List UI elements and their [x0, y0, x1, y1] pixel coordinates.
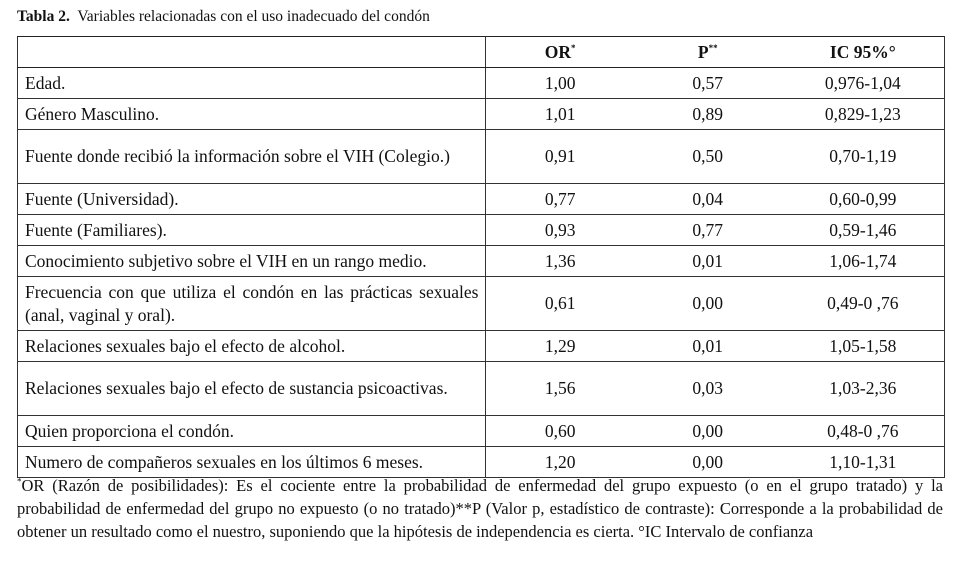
cell-p: 0,77 [634, 215, 782, 246]
cell-or: 1,01 [486, 99, 634, 130]
cell-or: 1,00 [486, 68, 634, 99]
table-footnote [17, 474, 943, 543]
cell-ic: 0,49-0 ,76 [782, 277, 945, 331]
header-p-mark: ** [708, 42, 718, 53]
cell-p: 0,03 [634, 362, 782, 416]
cell-ic: 0,48-0 ,76 [782, 416, 945, 447]
cell-variable: Frecuencia con que utiliza el condón en las prácticas sexuales (anal, vaginal y oral). [18, 277, 486, 331]
table-row [18, 215, 945, 246]
cell-p: 0,89 [634, 99, 782, 130]
header-or [486, 37, 634, 68]
header-p [634, 37, 782, 68]
table-row [18, 184, 945, 215]
caption-label: Tabla 2. [17, 8, 70, 25]
cell-p: 0,00 [634, 416, 782, 447]
cell-ic: 0,60-0,99 [782, 184, 945, 215]
table-row [18, 416, 945, 447]
cell-or: 1,29 [486, 331, 634, 362]
cell-ic: 1,10-1,31 [782, 447, 945, 478]
header-row [18, 37, 945, 68]
cell-p: 0,00 [634, 447, 782, 478]
cell-or: 0,60 [486, 416, 634, 447]
cell-p: 0,50 [634, 130, 782, 184]
cell-p: 0,04 [634, 184, 782, 215]
cell-or: 0,61 [486, 277, 634, 331]
header-p-label: P [697, 41, 709, 62]
table-body [18, 68, 945, 478]
caption-title: Variables relacionadas con el uso inadecuado del condón [77, 8, 430, 25]
table-row [18, 277, 945, 331]
cell-variable: Género Masculino. [18, 99, 486, 130]
table-row [18, 130, 945, 184]
table-header [18, 37, 945, 68]
cell-or: 0,91 [486, 130, 634, 184]
cell-variable: Fuente (Familiares). [18, 215, 486, 246]
cell-variable: Numero de compañeros sexuales en los últimos 6 meses. [18, 447, 486, 478]
cell-p: 0,01 [634, 331, 782, 362]
cell-variable: Relaciones sexuales bajo el efecto de sustancia psicoactivas. [18, 362, 486, 416]
table-row [18, 246, 945, 277]
table-row [18, 99, 945, 130]
cell-or: 0,77 [486, 184, 634, 215]
table-row [18, 362, 945, 416]
cell-variable: Fuente (Universidad). [18, 184, 486, 215]
cell-p: 0,57 [634, 68, 782, 99]
table-row [18, 447, 945, 478]
cell-or: 0,93 [486, 215, 634, 246]
table-row [18, 331, 945, 362]
cell-or: 1,56 [486, 362, 634, 416]
cell-or: 1,20 [486, 447, 634, 478]
table-row [18, 68, 945, 99]
cell-ic: 0,976-1,04 [782, 68, 945, 99]
header-or-label: OR [544, 41, 571, 62]
cell-variable: Relaciones sexuales bajo el efecto de alcohol. [18, 331, 486, 362]
cell-ic: 1,03-2,36 [782, 362, 945, 416]
cell-variable: Edad. [18, 68, 486, 99]
cell-ic: 1,05-1,58 [782, 331, 945, 362]
footnote-mark: * [17, 476, 22, 487]
cell-ic: 0,59-1,46 [782, 215, 945, 246]
cell-variable: Conocimiento subjetivo sobre el VIH en un rango medio. [18, 246, 486, 277]
cell-or: 1,36 [486, 246, 634, 277]
footnote-text: OR (Razón de posibilidades): Es el cociente entre la probabilidad de enfermedad del grupo expuesto (o en el grupo tratado) y la probabilidad de enfermedad del grupo no expuesto (o no tratado)**P (Valor p, estadístico de contraste): Corresponde a la probabilidad de obtener un resultado como el nuestro, suponiendo que la hipótesis de independencia es cierta. °IC Intervalo de confianza [17, 476, 943, 541]
cell-variable: Fuente donde recibió la información sobre el VIH (Colegio.) [18, 130, 486, 184]
cell-p: 0,01 [634, 246, 782, 277]
variables-table [17, 36, 945, 478]
cell-p: 0,00 [634, 277, 782, 331]
table-caption [17, 8, 430, 26]
header-ic: IC 95%° [782, 37, 945, 68]
cell-variable: Quien proporciona el condón. [18, 416, 486, 447]
cell-ic: 0,70-1,19 [782, 130, 945, 184]
cell-ic: 0,829-1,23 [782, 99, 945, 130]
header-or-mark: * [571, 42, 576, 53]
cell-ic: 1,06-1,74 [782, 246, 945, 277]
header-variable [18, 37, 486, 68]
